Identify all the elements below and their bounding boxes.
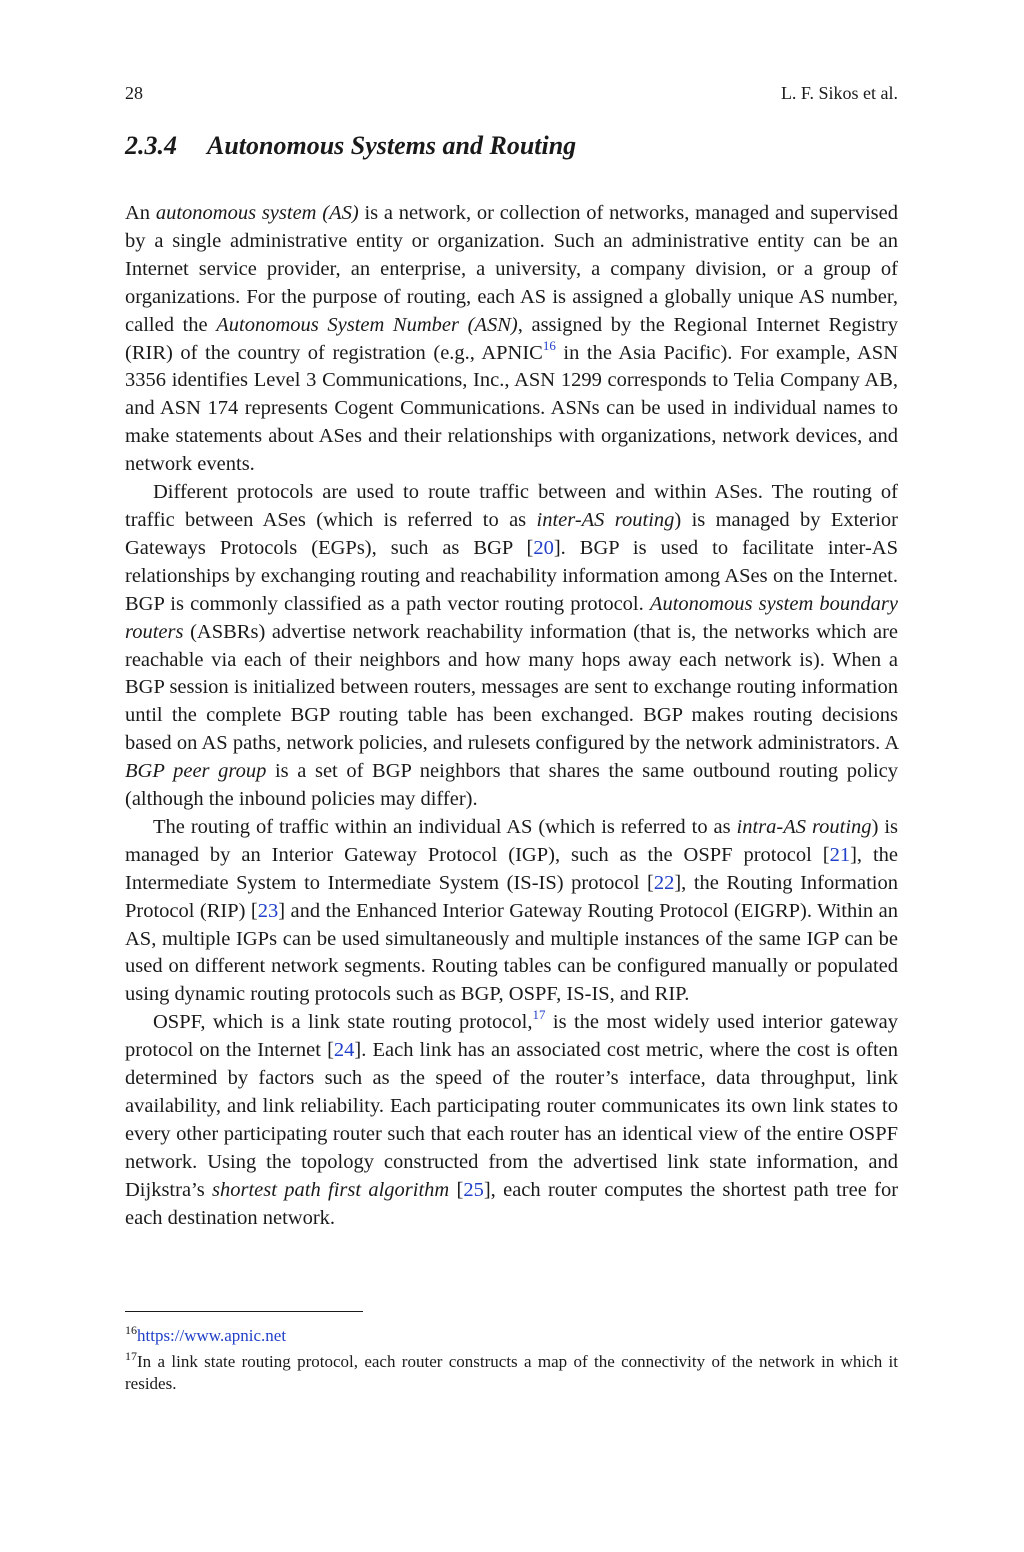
footnote-number: 16 [125,1323,137,1338]
text-run: OSPF, which is a link state routing protocol, [153,1011,533,1034]
emphasis: intra-AS routing [736,815,872,838]
footnote [125,1325,898,1347]
footnote-marker[interactable]: 16 [542,337,556,353]
section-heading [125,130,576,162]
text-run: , assigned by the Regional Internet Registry (RIR) of the country of registration (e.g., APNIC [125,313,898,364]
text-run: An [125,202,156,224]
citation-link[interactable]: 20 [533,536,554,559]
text-run: is a network, or collection of networks, managed and supervised by a single administrative entity or organization. Such an administrative entity can be an Internet service provider, an enterprise, a university, a company division, or a group of organizations. For the purpose of routing, each AS is assigned a globally unique AS number, called the [125,202,898,336]
running-head-authors: L. F. Sikos et al. [780,83,898,103]
emphasis: inter-AS routing [536,508,675,531]
emphasis: BGP peer group [125,760,267,783]
emphasis: autonomous system (AS) [155,202,359,224]
footnote-link[interactable]: https://www.apnic.net [137,1326,287,1345]
text-run: ] and the Enhanced Interior Gateway Routing Protocol (EIGRP). Within an AS, multiple IGPs can be used simultaneously and multiple instances of the same IGP can be used on different network segments. Routing tables can be configured manually or populated using dynamic routing protocols such as BGP, OSPF, IS-IS, and RIP. [125,899,898,1006]
text-run: (ASBRs) advertise network reachability information (that is, the networks which are reachable via each of their neighbors and how many hops away each network is). When a BGP session is initialized between routers, messages are sent to exchange routing information until the complete BGP routing table has been exchanged. BGP makes routing decisions based on AS paths, network policies, and rulesets configured by the network administrators. A [125,620,898,755]
footnotes [125,1325,898,1399]
section-number: 2.3.4 [125,131,177,160]
text-run: is a set of BGP neighbors that shares the same outbound routing policy (although the inbound policies may differ). [125,760,898,811]
emphasis: shortest path first algorithm [212,1178,450,1201]
citation-link[interactable]: 21 [829,843,851,866]
footnote-number: 17 [125,1349,137,1364]
page-number: 28 [125,83,143,103]
text-run: ], the Routing Information Protocol (RIP) [ [125,871,898,922]
citation-link[interactable]: 23 [257,899,279,922]
running-head [125,82,898,104]
citation-link[interactable]: 24 [333,1039,355,1062]
paragraph [125,479,898,814]
text-run: The routing of traffic within an individual AS (which is referred to as [153,815,737,838]
text-run: Different protocols are used to route traffic between and within ASes. The routing of traffic between ASes (which is referred to as [125,481,898,531]
paragraph [125,200,898,479]
citation-link[interactable]: 22 [653,871,675,894]
emphasis: Autonomous System Number (ASN) [216,313,518,336]
footnote-separator [125,1311,363,1312]
section-title: Autonomous Systems and Routing [207,131,577,160]
footnote [125,1351,898,1395]
text-run: ], the Intermediate System to Intermediate System (IS-IS) protocol [ [125,843,898,894]
footnote-marker[interactable]: 17 [532,1007,546,1023]
text-run: [ [449,1178,464,1201]
text-run: ]. Each link has an associated cost metric, where the cost is often determined by factors such as the speed of the router’s interface, data throughput, link availability, and link reliability. Each participating router communicates its own link states to every other participating router such that each router has an identical view of the entire OSPF network. Using the topology constructed from the advertised link state information, and Dijkstra’s [125,1039,898,1201]
paragraph [125,814,898,1009]
text-run: in the Asia Pacific). For example, ASN 3356 identifies Level 3 Communications, Inc., ASN 1299 corresponds to Telia Company AB, and ASN 174 represents Cogent Communications. ASNs can be used in individual names to make statements about ASes and their relationships with organizations, network devices, and network events. [125,341,898,476]
emphasis: Autonomous system boundary routers [125,592,898,643]
text-run: ) is managed by Exterior Gateways Protocols (EGPs), such as BGP [ [125,508,898,559]
citation-link[interactable]: 25 [463,1178,484,1201]
text-run: ]. BGP is used to facilitate inter-AS relationships by exchanging routing and reachability information among ASes on the Internet. BGP is commonly classified as a path vector routing protocol. [125,536,899,615]
text-run: is the most widely used interior gateway protocol on the Internet [ [125,1011,899,1062]
paragraph [125,1009,898,1232]
text-run: ], each router computes the shortest path tree for each destination network. [125,1178,899,1229]
footnote-text: In a link state routing protocol, each router constructs a map of the connectivity of the network in which it resides. [125,1352,898,1393]
text-run: ) is managed by an Interior Gateway Protocol (IGP), such as the OSPF protocol [ [125,815,899,866]
body-text [125,200,898,1233]
